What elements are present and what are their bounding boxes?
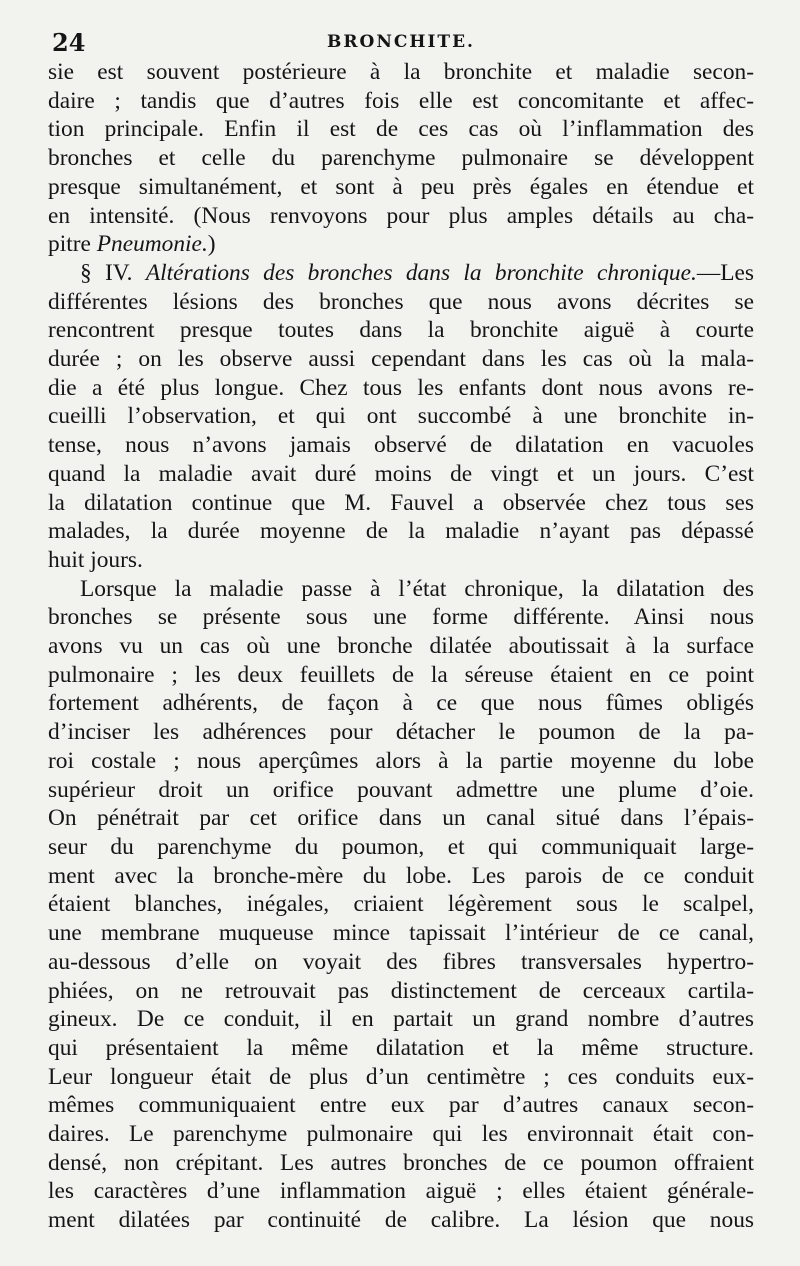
text-line: durée ; on les observe aussi cependant dans les cas où la mala- <box>48 346 754 373</box>
text-fragment: pitre <box>48 231 97 258</box>
text-fragment: ) <box>207 231 216 258</box>
text-line: Lorsque la maladie passe à l’état chronique, la dilatation des <box>80 575 754 602</box>
section-heading-line <box>48 259 754 288</box>
text-line: mêmes communiquaient entre eux par d’autres canaux secon- <box>48 1092 754 1119</box>
text-line: seur du parenchyme du poumon, et qui communiquait large- <box>48 833 754 860</box>
text-line: roi costale ; nous aperçûmes alors à la partie moyenne du lobe <box>48 747 754 774</box>
text-line: sie est souvent postérieure à la bronchite et maladie secon- <box>48 59 754 85</box>
text-line: ment dilatées par continuité de calibre. La lésion que nous <box>48 1207 754 1234</box>
section-title: Altérations des bronches dans la bronchite chronique. <box>145 259 697 286</box>
text-line: bronches se présente sous une forme différente. Ainsi nous <box>48 604 754 631</box>
text-line: die a été plus longue. Chez tous les enfants dont nous avons re- <box>48 374 754 401</box>
text-line: d’inciser les adhérences pour détacher le poumon de la pa- <box>48 719 754 746</box>
text-line: la dilatation continue que M. Fauvel a observée chez tous ses <box>48 489 754 516</box>
text-line: tense, nous n’avons jamais observé de dilatation en vacuoles <box>48 432 754 459</box>
text-line: avons vu un cas où une bronche dilatée aboutissait à la surface <box>48 633 754 660</box>
text-line <box>48 230 754 259</box>
text-line: rencontrent presque toutes dans la bronchite aiguë à courte <box>48 317 754 344</box>
paragraph-3 <box>48 575 754 1235</box>
text-line: densé, non crépitant. Les autres bronches de ce poumon offraient <box>48 1149 754 1176</box>
body-text <box>48 58 754 1235</box>
paragraph-1 <box>48 58 754 259</box>
text-line: huit jours. <box>48 546 143 573</box>
text-line: supérieur droit un orifice pouvant admettre une plume d’oie. <box>48 776 754 803</box>
text-line: pulmonaire ; les deux feuillets de la séreuse étaient en ce point <box>48 661 754 688</box>
text-line: étaient blanches, inégales, criaient légèrement sous le scalpel, <box>48 891 754 918</box>
text-line: presque simultanément, et sont à peu près égales en étendue et <box>48 173 754 200</box>
paragraph-2 <box>48 259 754 575</box>
page-number: 24 <box>52 28 86 57</box>
text-fragment: —Les <box>696 259 754 286</box>
text-line: fortement adhérents, de façon à ce que nous fûmes obligés <box>48 690 754 717</box>
text-line: les caractères d’une inflammation aiguë ; elles étaient générale- <box>48 1178 754 1205</box>
text-line: qui présentaient la même dilatation et la même structure. <box>48 1034 754 1061</box>
text-line: cueilli l’observation, et qui ont succombé à une bronchite in- <box>48 403 754 430</box>
text-line: malades, la durée moyenne de la maladie n’ayant pas dépassé <box>48 518 754 545</box>
running-head <box>48 26 754 58</box>
text-line: différentes lésions des bronches que nous avons décrites se <box>48 288 754 315</box>
text-line: bronches et celle du parenchyme pulmonaire se développent <box>48 145 754 172</box>
text-line: quand la maladie avait duré moins de vingt et un jours. C’est <box>48 460 754 487</box>
text-line: Leur longueur était de plus d’un centimètre ; ces conduits eux- <box>48 1063 754 1090</box>
section-mark: § IV. <box>80 259 133 286</box>
text-line: en intensité. (Nous renvoyons pour plus amples détails au cha- <box>48 202 754 229</box>
text-line: ment avec la bronche-mère du lobe. Les parois de ce conduit <box>48 862 754 889</box>
text-line: gineux. De ce conduit, il en partait un grand nombre d’autres <box>48 1006 754 1033</box>
text-line: une membrane muqueuse mince tapissait l’intérieur de ce canal, <box>48 920 754 947</box>
text-line: daires. Le parenchyme pulmonaire qui les environnait était con- <box>48 1121 754 1148</box>
text-line: On pénétrait par cet orifice dans un canal situé dans l’épais- <box>48 805 754 832</box>
running-title: BRONCHITE. <box>327 32 475 52</box>
italic-reference: Pneumonie. <box>96 231 208 258</box>
text-line: tion principale. Enfin il est de ces cas où l’inflammation des <box>48 116 754 143</box>
text-line: au-dessous d’elle on voyait des fibres transversales hypertro- <box>48 948 754 975</box>
text-line: daire ; tandis que d’autres fois elle est concomitante et affec- <box>48 87 754 114</box>
text-line: phiées, on ne retrouvait pas distinctement de cerceaux cartila- <box>48 977 754 1004</box>
